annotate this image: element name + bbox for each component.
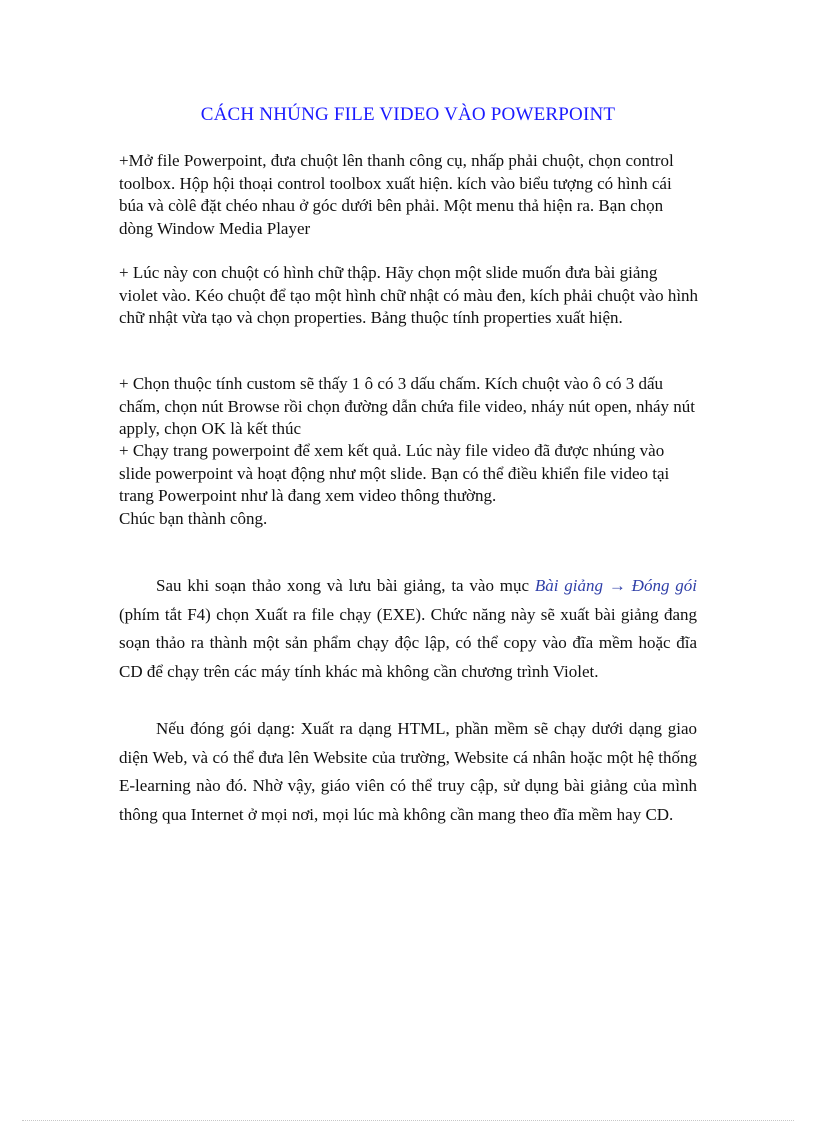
step-2-paragraph <box>119 262 699 330</box>
step-1-text: +Mở file Powerpoint, đưa chuột lên thanh công cụ, nhấp phải chuột, chọn control toolbox. Hộp hội thoại control toolbox xuất hiện. kích vào biểu tượng có hình cái búa và còlê đặt chéo nhau ở góc dưới bên phải. Một menu thả hiện ra. Bạn chọn dòng Window Media Player <box>119 151 674 238</box>
packaging-paragraph <box>119 572 697 686</box>
html-export-paragraph <box>119 715 697 829</box>
html-export-text: Nếu đóng gói dạng: Xuất ra dạng HTML, phần mềm sẽ chạy dưới dạng giao diện Web, và có thể đưa lên Website của trường, Website cá nhân hoặc một hệ thống E-learning nào đó. Nhờ vậy, giáo viên có thể truy cập, sử dụng bài giảng của mình thông qua Internet ở mọi nơi, mọi lúc mà không cần mang theo đĩa mềm hay CD. <box>119 719 697 824</box>
closing-text: Chúc bạn thành công. <box>119 509 268 528</box>
step-1-paragraph <box>119 150 699 240</box>
page-bottom-dotted-border <box>22 1120 794 1121</box>
step-4-text: + Chạy trang powerpoint để xem kết quả. Lúc này file video đã được nhúng vào slide powerpoint và hoạt động như một slide. Bạn có thể điều khiển file video tại trang Powerpoint như là đang xem video thông thường. <box>119 441 670 505</box>
step-4-paragraph <box>119 440 699 508</box>
packaging-text-before: Sau khi soạn thảo xong và lưu bài giảng, ta vào mục <box>156 576 535 595</box>
step-3-text: + Chọn thuộc tính custom sẽ thấy 1 ô có 3 dấu chấm. Kích chuột vào ô có 3 dấu chấm, chọn nút Browse rồi chọn đường dẫn chứa file video, nháy nút open, nháy nút apply, chọn OK là kết thúc <box>119 374 696 438</box>
closing-line <box>119 508 699 531</box>
step-2-text: + Lúc này con chuột có hình chữ thập. Hãy chọn một slide muốn đưa bài giảng violet vào. Kéo chuột để tạo một hình chữ nhật có màu đen, kích phải chuột vào hình chữ nhật vừa tạo và chọn properties. Bảng thuộc tính properties xuất hiện. <box>119 263 699 327</box>
packaging-text <box>119 572 697 686</box>
document-title: CÁCH NHÚNG FILE VIDEO VÀO POWERPOINT <box>200 104 616 125</box>
step-3-paragraph <box>119 373 699 441</box>
packaging-text-after: (phím tắt F4) chọn Xuất ra file chạy (EXE). Chức năng này sẽ xuất bài giảng đang soạn thảo ra thành một sản phẩm chạy độc lập, có thể copy vào đĩa mềm hoặc đĩa CD để chạy trên các máy tính khác mà không cần chương trình Violet. <box>119 604 697 681</box>
menu-path-reference: Bài giảng → Đóng gói <box>534 576 697 595</box>
